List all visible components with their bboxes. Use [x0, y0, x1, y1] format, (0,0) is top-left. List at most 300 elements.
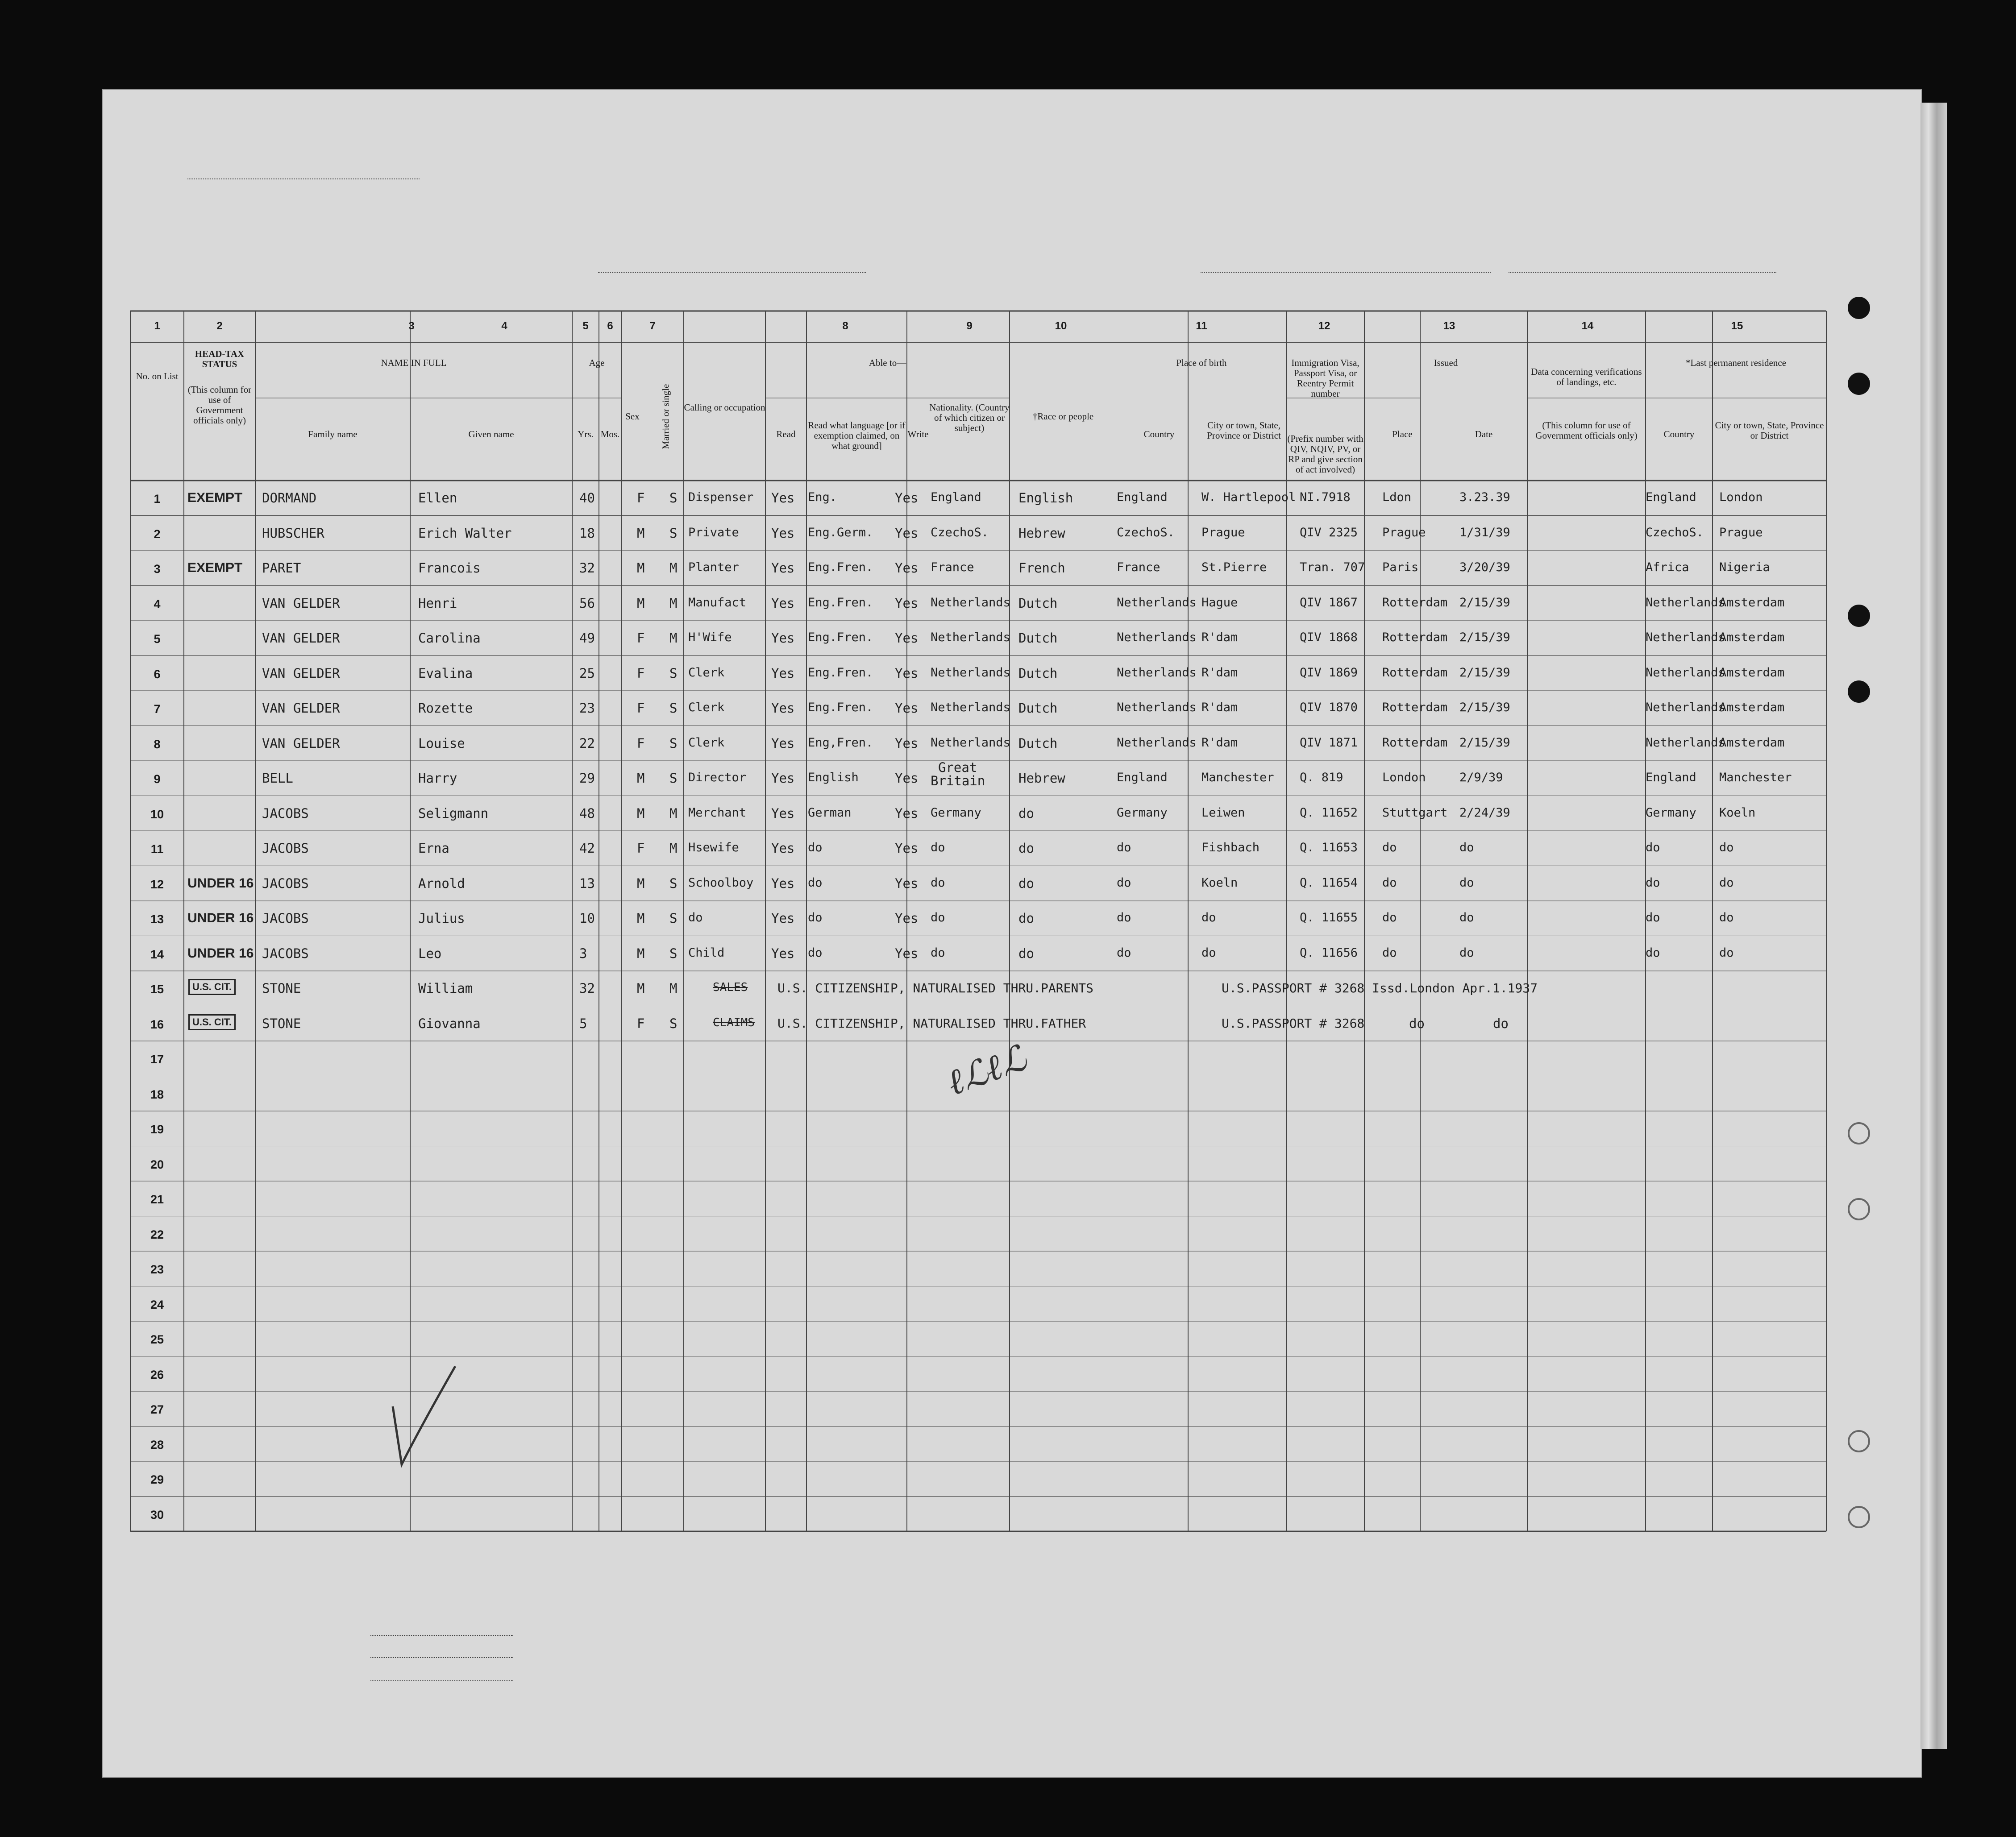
- birth-city: Leiwen: [1201, 805, 1245, 820]
- column-number: 9: [966, 320, 973, 332]
- read: Yes: [771, 630, 795, 646]
- sex: F: [637, 630, 645, 646]
- column-header: Place: [1392, 429, 1413, 440]
- read: Yes: [771, 595, 795, 611]
- column-number: 10: [1055, 320, 1067, 332]
- sex: F: [637, 701, 645, 716]
- birth-city: Manchester: [1201, 771, 1274, 784]
- birth-city: do: [1201, 911, 1216, 925]
- occupation: do: [688, 911, 703, 925]
- given-name: Seligmann: [418, 805, 489, 821]
- birth-country: CzechoS.: [1117, 525, 1175, 539]
- row-number: 19: [150, 1123, 164, 1136]
- language: English: [808, 771, 859, 784]
- family-name: VAN GELDER: [262, 595, 340, 611]
- residence-country: England: [1646, 490, 1696, 504]
- race: Hebrew: [1018, 771, 1065, 786]
- residence-city: Nigeria: [1719, 560, 1770, 574]
- row-number: 11: [150, 842, 164, 856]
- language: do: [808, 841, 823, 854]
- passport-note: U.S.PASSPORT # 3268 Issd.London Apr.1.1937: [1222, 981, 1538, 995]
- race: do: [1018, 945, 1034, 961]
- age: 5: [579, 1016, 587, 1031]
- write: Yes: [895, 630, 919, 646]
- row-number: 2: [154, 527, 161, 541]
- read: Yes: [771, 525, 795, 541]
- residence-country: Germany: [1646, 805, 1696, 820]
- issued-place: Ldon: [1382, 490, 1412, 504]
- read: Yes: [771, 911, 795, 926]
- occupation: Merchant: [688, 805, 747, 820]
- read: Yes: [771, 490, 795, 506]
- nationality: CzechoS.: [931, 525, 989, 539]
- nationality: Netherlands: [931, 630, 1010, 644]
- write: Yes: [895, 490, 919, 506]
- row-number: 23: [150, 1263, 164, 1276]
- issued-date: 2/15/39: [1459, 701, 1510, 714]
- age: 56: [579, 595, 595, 611]
- read: Yes: [771, 875, 795, 891]
- visa-number: QIV 1870: [1300, 701, 1358, 714]
- sex: M: [637, 875, 645, 891]
- language: Eng.Fren.: [808, 595, 873, 610]
- language: Eng.Fren.: [808, 665, 873, 680]
- stacked-page-edges: [1920, 103, 1947, 1749]
- row-number: 5: [154, 632, 161, 646]
- family-name: STONE: [262, 981, 301, 996]
- marital-status: M: [669, 841, 678, 856]
- head-tax-status: UNDER 16: [187, 945, 254, 961]
- residence-city: do: [1719, 911, 1734, 925]
- column-header: Nationality. (Country of which citizen or subject): [929, 402, 1010, 434]
- family-name: HUBSCHER: [262, 525, 324, 541]
- residence-country: do: [1646, 945, 1660, 960]
- us-citizen-stamp: U.S. CIT.: [188, 979, 236, 995]
- birth-city: R'dam: [1201, 665, 1238, 680]
- column-header: Write: [907, 429, 929, 440]
- given-name: Harry: [418, 771, 457, 786]
- family-name: STONE: [262, 1016, 301, 1031]
- visa-number: Tran. 707: [1300, 560, 1365, 574]
- row-number: 6: [154, 667, 161, 681]
- marital-status: M: [669, 981, 678, 996]
- birth-city: R'dam: [1201, 735, 1238, 750]
- visa-number: Q. 11653: [1300, 841, 1358, 854]
- birth-country: do: [1117, 841, 1131, 854]
- issued-date: do: [1459, 945, 1474, 960]
- residence-city: do: [1719, 875, 1734, 890]
- row-number: 20: [150, 1157, 164, 1171]
- language: Eng,Fren.: [808, 735, 873, 750]
- binder-hole: [1848, 373, 1870, 395]
- residence-city: Amsterdam: [1719, 665, 1785, 680]
- residence-city: do: [1719, 841, 1734, 854]
- birth-city: Fishbach: [1201, 841, 1260, 854]
- birth-country: Netherlands: [1117, 595, 1197, 610]
- nationality: Britain: [931, 773, 985, 788]
- sex: M: [637, 911, 645, 926]
- given-name: Leo: [418, 945, 442, 961]
- issued-place: Stuttgart: [1382, 805, 1448, 820]
- residence-city: Manchester: [1719, 771, 1792, 784]
- language: Eng.Fren.: [808, 560, 873, 574]
- visa-number: Q. 11654: [1300, 875, 1358, 890]
- given-name: Henri: [418, 595, 457, 611]
- marital-status: S: [669, 735, 678, 751]
- row-number: 26: [150, 1368, 164, 1381]
- passport-note: U.S.PASSPORT # 3268: [1222, 1016, 1365, 1031]
- age: 32: [579, 560, 595, 576]
- write: Yes: [895, 875, 919, 891]
- nationality: do: [931, 945, 945, 960]
- nationality: France: [931, 560, 974, 574]
- nationality: Netherlands: [931, 735, 1010, 750]
- column-header: Place of birth: [1176, 357, 1227, 368]
- given-name: Giovanna: [418, 1016, 481, 1031]
- age: 10: [579, 911, 595, 926]
- write: Yes: [895, 665, 919, 681]
- binder-hole: [1848, 605, 1870, 627]
- given-name: Ellen: [418, 490, 457, 506]
- passport-place: do: [1409, 1016, 1425, 1031]
- occupation: Planter: [688, 560, 739, 574]
- visa-number: Q. 11656: [1300, 945, 1358, 960]
- issued-place: do: [1382, 841, 1397, 854]
- write: Yes: [895, 735, 919, 751]
- sex: M: [637, 560, 645, 576]
- binder-hole: [1848, 680, 1870, 703]
- sex: F: [637, 735, 645, 751]
- marital-status: S: [669, 490, 678, 506]
- language: do: [808, 945, 823, 960]
- race: English: [1018, 490, 1073, 506]
- birth-country: Netherlands: [1117, 701, 1197, 714]
- marital-status: M: [669, 595, 678, 611]
- column-header: Issued: [1434, 357, 1458, 368]
- row-number: 9: [154, 772, 161, 786]
- column-header: †Race or people: [1032, 411, 1094, 422]
- issued-date: 2/15/39: [1459, 595, 1510, 610]
- row-number: 1: [154, 492, 161, 506]
- family-name: VAN GELDER: [262, 630, 340, 646]
- row-number: 7: [154, 702, 161, 716]
- table-grid: [103, 90, 1921, 1777]
- age: 40: [579, 490, 595, 506]
- age: 23: [579, 701, 595, 716]
- column-header: Sex: [625, 411, 640, 422]
- occupation: Dispenser: [688, 490, 754, 504]
- race: do: [1018, 875, 1034, 891]
- birth-city: do: [1201, 945, 1216, 960]
- issued-place: Rotterdam: [1382, 595, 1448, 610]
- column-number: 14: [1581, 320, 1594, 332]
- read: Yes: [771, 701, 795, 716]
- head-tax-status: EXEMPT: [187, 490, 243, 505]
- marital-status: S: [669, 945, 678, 961]
- marital-status: S: [669, 701, 678, 716]
- age: 42: [579, 841, 595, 856]
- column-number: 15: [1731, 320, 1743, 332]
- binder-hole: [1848, 297, 1870, 319]
- row-number: 24: [150, 1298, 164, 1311]
- language: Eng.Fren.: [808, 630, 873, 644]
- marital-status: S: [669, 771, 678, 786]
- issued-place: do: [1382, 911, 1397, 925]
- write: Yes: [895, 701, 919, 716]
- row-number: 3: [154, 562, 161, 576]
- issued-date: do: [1459, 875, 1474, 890]
- residence-country: do: [1646, 911, 1660, 925]
- family-name: VAN GELDER: [262, 735, 340, 751]
- residence-country: CzechoS.: [1646, 525, 1704, 539]
- residence-city: Amsterdam: [1719, 630, 1785, 644]
- column-header: Read what language [or if exemption claimed, on what ground]: [808, 420, 906, 452]
- column-header: (Prefix number with QIV, NQIV, PV, or RP and give section of act involved): [1287, 433, 1363, 475]
- write: Yes: [895, 525, 919, 541]
- occupation: Clerk: [688, 701, 725, 714]
- column-number: 8: [842, 320, 848, 332]
- age: 3: [579, 945, 587, 961]
- row-number: 27: [150, 1403, 164, 1416]
- birth-country: England: [1117, 771, 1168, 784]
- birth-country: Netherlands: [1117, 665, 1197, 680]
- occupation: H'Wife: [688, 630, 732, 644]
- column-number: 2: [216, 320, 223, 332]
- inspector-signature: ℓℒℓℒ: [941, 1037, 1032, 1104]
- struck-text: SALES: [713, 981, 748, 994]
- residence-city: Amsterdam: [1719, 595, 1785, 610]
- visa-number: Q. 11655: [1300, 911, 1358, 925]
- read: Yes: [771, 841, 795, 856]
- race: Dutch: [1018, 595, 1058, 611]
- row-number: 28: [150, 1438, 164, 1451]
- residence-country: do: [1646, 875, 1660, 890]
- binder-hole-ring: [1848, 1198, 1870, 1220]
- read: Yes: [771, 735, 795, 751]
- issued-place: do: [1382, 945, 1397, 960]
- language: do: [808, 911, 823, 925]
- column-header: Country: [1663, 429, 1695, 440]
- age: 13: [579, 875, 595, 891]
- row-number: 13: [150, 912, 164, 926]
- age: 25: [579, 665, 595, 681]
- head-tax-status: UNDER 16: [187, 911, 254, 925]
- passport-date: do: [1493, 1016, 1509, 1031]
- issued-date: 2/15/39: [1459, 630, 1510, 644]
- write: Yes: [895, 945, 919, 961]
- row-number: 17: [150, 1053, 164, 1066]
- sex: M: [637, 525, 645, 541]
- age: 32: [579, 981, 595, 996]
- nationality: do: [931, 841, 945, 854]
- row-number: 4: [154, 597, 161, 611]
- sex: M: [637, 945, 645, 961]
- issued-place: Rotterdam: [1382, 701, 1448, 714]
- family-name: VAN GELDER: [262, 665, 340, 681]
- issued-date: 3.23.39: [1459, 490, 1510, 504]
- head-tax-status: EXEMPT: [187, 560, 243, 575]
- row-number: 22: [150, 1227, 164, 1241]
- language: Eng.: [808, 490, 837, 504]
- residence-city: do: [1719, 945, 1734, 960]
- residence-country: Netherlands: [1646, 595, 1725, 610]
- column-header: City or town, State, Province or District: [1207, 420, 1281, 441]
- binder-hole-ring: [1848, 1430, 1870, 1452]
- occupation: Child: [688, 945, 725, 960]
- issued-date: 2/15/39: [1459, 665, 1510, 680]
- birth-city: Koeln: [1201, 875, 1238, 890]
- visa-number: QIV 1871: [1300, 735, 1358, 750]
- birth-country: do: [1117, 875, 1131, 890]
- column-header: Age: [589, 357, 605, 368]
- occupation: Clerk: [688, 665, 725, 680]
- marital-status: S: [669, 875, 678, 891]
- nationality: Netherlands: [931, 701, 1010, 714]
- birth-city: Hague: [1201, 595, 1238, 610]
- issued-place: London: [1382, 771, 1426, 784]
- visa-number: QIV 2325: [1300, 525, 1358, 539]
- given-name: Carolina: [418, 630, 481, 646]
- column-header: Family name: [308, 429, 357, 440]
- marital-status: S: [669, 665, 678, 681]
- residence-city: Amsterdam: [1719, 735, 1785, 750]
- sex: M: [637, 805, 645, 821]
- residence-country: Netherlands: [1646, 735, 1725, 750]
- issued-date: 1/31/39: [1459, 525, 1510, 539]
- residence-country: Netherlands: [1646, 701, 1725, 714]
- issued-place: Rotterdam: [1382, 630, 1448, 644]
- residence-country: Africa: [1646, 560, 1689, 574]
- race: Hebrew: [1018, 525, 1065, 541]
- nationality: do: [931, 875, 945, 890]
- sex: M: [637, 595, 645, 611]
- issued-place: Prague: [1382, 525, 1426, 539]
- nationality: England: [931, 490, 981, 504]
- column-header: Mos.: [600, 429, 620, 440]
- column-number: 7: [649, 320, 656, 332]
- marital-status: M: [669, 805, 678, 821]
- row-number: 18: [150, 1087, 164, 1101]
- sex: F: [637, 841, 645, 856]
- language: do: [808, 875, 823, 890]
- birth-city: R'dam: [1201, 701, 1238, 714]
- row-number: 29: [150, 1473, 164, 1486]
- visa-number: QIV 1869: [1300, 665, 1358, 680]
- read: Yes: [771, 945, 795, 961]
- issued-place: Rotterdam: [1382, 735, 1448, 750]
- column-header: City or town, State, Province or District: [1715, 420, 1824, 441]
- race: do: [1018, 841, 1034, 856]
- given-name: Evalina: [418, 665, 473, 681]
- race: do: [1018, 911, 1034, 926]
- column-number: 13: [1443, 320, 1455, 332]
- aliens-field[interactable]: [370, 1680, 513, 1681]
- total-passengers-field[interactable]: [370, 1635, 513, 1636]
- read: Yes: [771, 560, 795, 576]
- race: French: [1018, 560, 1065, 576]
- column-header: Data concerning verifications of landings, etc.: [1531, 366, 1642, 388]
- given-name: Francois: [418, 560, 481, 576]
- residence-country: England: [1646, 771, 1696, 784]
- race: Dutch: [1018, 735, 1058, 751]
- family-name: PARET: [262, 560, 301, 576]
- column-header: Calling or occupation: [684, 402, 765, 413]
- write: Yes: [895, 911, 919, 926]
- occupation: Hsewife: [688, 841, 739, 854]
- us-citizens-field[interactable]: [370, 1657, 513, 1658]
- column-header: (This column for use of Government officials only): [1535, 420, 1638, 441]
- issued-place: do: [1382, 875, 1397, 890]
- write: Yes: [895, 771, 919, 786]
- age: 18: [579, 525, 595, 541]
- family-name: JACOBS: [262, 805, 309, 821]
- marital-status: S: [669, 525, 678, 541]
- language: German: [808, 805, 852, 820]
- nationality: Netherlands: [931, 665, 1010, 680]
- column-header: Country: [1143, 429, 1175, 440]
- age: 22: [579, 735, 595, 751]
- birth-city: Prague: [1201, 525, 1245, 539]
- column-header: NAME IN FULL: [381, 357, 447, 368]
- race: Dutch: [1018, 630, 1058, 646]
- occupation: Clerk: [688, 735, 725, 750]
- binder-hole-ring: [1848, 1506, 1870, 1528]
- sex: M: [637, 771, 645, 786]
- issued-place: Paris: [1382, 560, 1419, 574]
- residence-city: Koeln: [1719, 805, 1756, 820]
- column-header: No. on List: [136, 371, 179, 381]
- visa-number: NI.7918: [1300, 490, 1351, 504]
- family-name: VAN GELDER: [262, 701, 340, 716]
- sex: F: [637, 1016, 645, 1031]
- issued-date: do: [1459, 841, 1474, 854]
- column-number: 12: [1318, 320, 1330, 332]
- read: Yes: [771, 665, 795, 681]
- column-header-married: Married or single: [660, 384, 671, 449]
- column-number: 5: [582, 320, 589, 332]
- age: 48: [579, 805, 595, 821]
- marital-status: S: [669, 1016, 678, 1031]
- write: Yes: [895, 595, 919, 611]
- row-number: 16: [150, 1017, 164, 1031]
- birth-city: R'dam: [1201, 630, 1238, 644]
- residence-city: Prague: [1719, 525, 1763, 539]
- given-name: William: [418, 981, 473, 996]
- family-name: JACOBS: [262, 875, 309, 891]
- marital-status: M: [669, 560, 678, 576]
- given-name: Erna: [418, 841, 449, 856]
- column-header: Immigration Visa, Passport Visa, or Reentry Permit number: [1291, 357, 1359, 399]
- sex: M: [637, 981, 645, 996]
- binder-hole-ring: [1848, 1122, 1870, 1144]
- citizenship-note: U.S. CITIZENSHIP, NATURALISED THRU.FATHER: [777, 1016, 1086, 1031]
- marital-status: S: [669, 911, 678, 926]
- visa-number: Q. 819: [1300, 771, 1343, 784]
- row-number: 15: [150, 983, 164, 996]
- column-header: Able to—: [869, 357, 906, 368]
- occupation: Schoolboy: [688, 875, 754, 890]
- issued-place: Rotterdam: [1382, 665, 1448, 680]
- birth-country: do: [1117, 911, 1131, 925]
- column-header: *Last permanent residence: [1685, 357, 1787, 368]
- marital-status: M: [669, 630, 678, 646]
- language: Eng.Fren.: [808, 701, 873, 714]
- race: do: [1018, 805, 1034, 821]
- column-header: Yrs.: [578, 429, 594, 440]
- row-number: 8: [154, 737, 161, 751]
- visa-number: Q. 11652: [1300, 805, 1358, 820]
- occupation: Director: [688, 771, 747, 784]
